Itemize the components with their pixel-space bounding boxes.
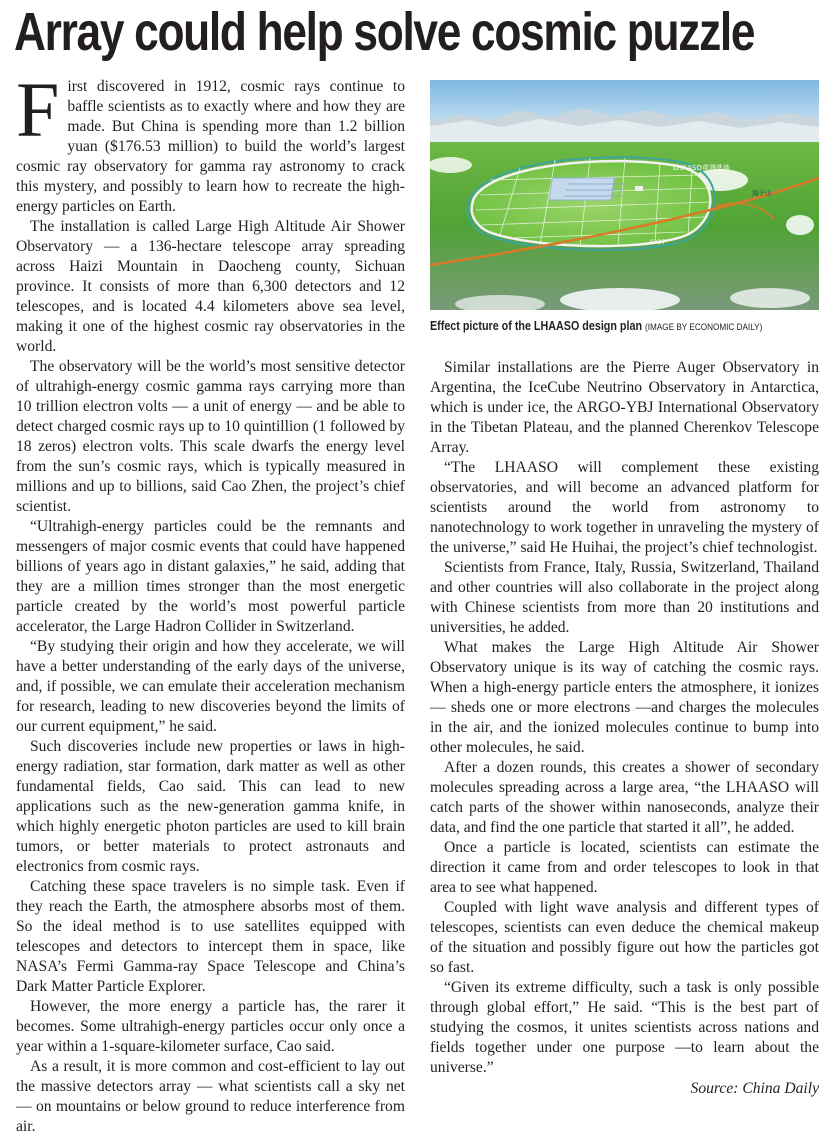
lhaaso-illustration <box>430 80 819 310</box>
lhaaso-photo <box>430 80 819 310</box>
caption-text: Effect picture of the LHAASO design plan <box>430 319 643 333</box>
body-paragraph: “Ultrahigh-energy particles could be the remnants and messengers of major cosmic events that could have happened billions of years ago in distant galaxies,” he said, adding that they are a million times stronger than the most energetic particle created by the world’s most powerful particle accelerator, the Large Hadron Collider in Switzerland. <box>16 518 405 635</box>
headline: Array could help solve cosmic puzzle <box>14 2 755 62</box>
cloud <box>786 215 814 235</box>
mountain-label: 海子山 <box>752 189 772 197</box>
body-paragraph: “Given its extreme difficulty, such a task is only possible through global effort,” He said. “This is the best part of studying the cosmos, it unites scientists across nations and fields together under one purpose —to learn about the universe.” <box>430 979 819 1076</box>
figure <box>430 80 819 336</box>
drop-cap: F <box>16 66 60 153</box>
road-label: S217 <box>650 239 666 246</box>
body-paragraph: The installation is called Large High Altitude Air Shower Observatory — a 136-hectare telescope array spreading across Haizi Mountain in Daocheng county, Sichuan province. It consists of more than 6,300 detectors and 12 telescopes, and is located 4.4 kilometers above sea level, making it one of the highest cosmic ray observatories in the world. <box>16 218 405 355</box>
water-cherenkov-pool <box>549 178 614 200</box>
cloud <box>430 157 472 173</box>
body-paragraph: As a result, it is more common and cost-efficient to lay out the massive detectors array — what scientists call a sky net — on mountains or below ground to reduce interference from air. <box>16 1058 405 1135</box>
body-paragraph: The observatory will be the world’s most sensitive detector of ultrahigh-energy cosmic gamma rays carrying more than 10 trillion electron volts — a unit of energy — and be able to detect charged cosmic rays up to 10 quintillion (1 followed by 18 zeros) electron volts. This scale dwarfs the energy level from the sun’s cosmic rays, which is typically measured in millions and up to billions, said Cao Zhen, the project’s chief scientist. <box>16 358 405 515</box>
control-building <box>635 186 643 191</box>
right-column <box>430 77 819 1099</box>
site-label: LHAASO观测基地 <box>673 164 730 172</box>
body-paragraph: Similar installations are the Pierre Auger Observatory in Argentina, the IceCube Neutrino Observatory in Antarctica, which is under ice, the ARGO-YBJ International Observatory in the Tibetan Plateau, and the planned Cherenkov Telescope Array. <box>430 359 819 456</box>
body-paragraph: What makes the Large High Altitude Air Shower Observatory unique is its way of catching the cosmic rays. When a high-energy particle enters the atmosphere, it ionizes — sheds one or more electrons —and charges the molecules in the air, and the ionized molecules continue to bump into other molecules, he said. <box>430 639 819 756</box>
body-paragraph: Such discoveries include new properties or laws in high-energy radiation, star formation, dark matter as well as other fundamental fields, Cao said. This can lead to new applications such as the new-generation gamma knife, in which highly energetic photon particles are used to kill brain tumors, or better materials to protect astronauts and electronics from cosmic rays. <box>16 738 405 875</box>
body-paragraph: “The LHAASO will complement these existing observatories, and will become an advanced platform for scientists around the world from astronomy to nanotechnology to work together in unraveling the mystery of the universe,” said He Huihai, the project’s chief technologist. <box>430 459 819 556</box>
body-paragraph: After a dozen rounds, this creates a shower of secondary molecules spreading across a large area, “the LHAASO will catch parts of the shower within nanoseconds, analyze their data, and find the one particle that started it all”, he added. <box>430 759 819 836</box>
body-paragraph: Once a particle is located, scientists can estimate the direction it came from and order telescopes to look in that area to see what happened. <box>430 839 819 896</box>
lead-paragraph-text: irst discovered in 1912, cosmic rays continue to baffle scientists as to exactly where and how they are made. But China is spending more than 1.2 billion yuan ($176.53 million) to build the world’s largest cosmic ray observatory for gamma ray astronomy to crack this mystery, and possibly to learn how to recreate the high-energy particles on Earth. <box>16 78 405 215</box>
image-credit: (IMAGE BY ECONOMIC DAILY) <box>645 322 763 333</box>
body-paragraph: Scientists from France, Italy, Russia, Switzerland, Thailand and other countries will also collaborate in the project along with Chinese scientists from more than 20 institutions and universities, he added. <box>430 559 819 636</box>
figure-caption <box>430 318 765 336</box>
body-paragraph: However, the more energy a particle has, the rarer it becomes. Some ultrahigh-energy particles occur only once a year within a 1-square-kilometer surface, Cao said. <box>16 998 405 1055</box>
left-column <box>16 66 405 1137</box>
lead-paragraph <box>16 66 405 217</box>
cloud <box>730 288 810 308</box>
body-paragraph: Catching these space travelers is no simple task. Even if they reach the Earth, the atmosphere absorbs most of them. So the ideal method is to use satellites equipped with telescopes and detectors to intercept them in space, like NASA’s Fermi Gamma-ray Space Telescope and China’s Dark Matter Particle Explorer. <box>16 878 405 995</box>
body-paragraph: “By studying their origin and how they accelerate, we will have a better understanding of the early days of the universe, and, if possible, we can emulate their acceleration mechanism for research, leading to new discoveries beyond the limits of our current equipment,” he said. <box>16 638 405 735</box>
right-column-body <box>430 358 819 1099</box>
body-paragraph: Coupled with light wave analysis and different types of telescopes, scientists can even deduce the chemical makeup of the situation and possibly figure out how the particles got so fast. <box>430 899 819 976</box>
source-credit: Source: China Daily <box>690 1080 819 1097</box>
